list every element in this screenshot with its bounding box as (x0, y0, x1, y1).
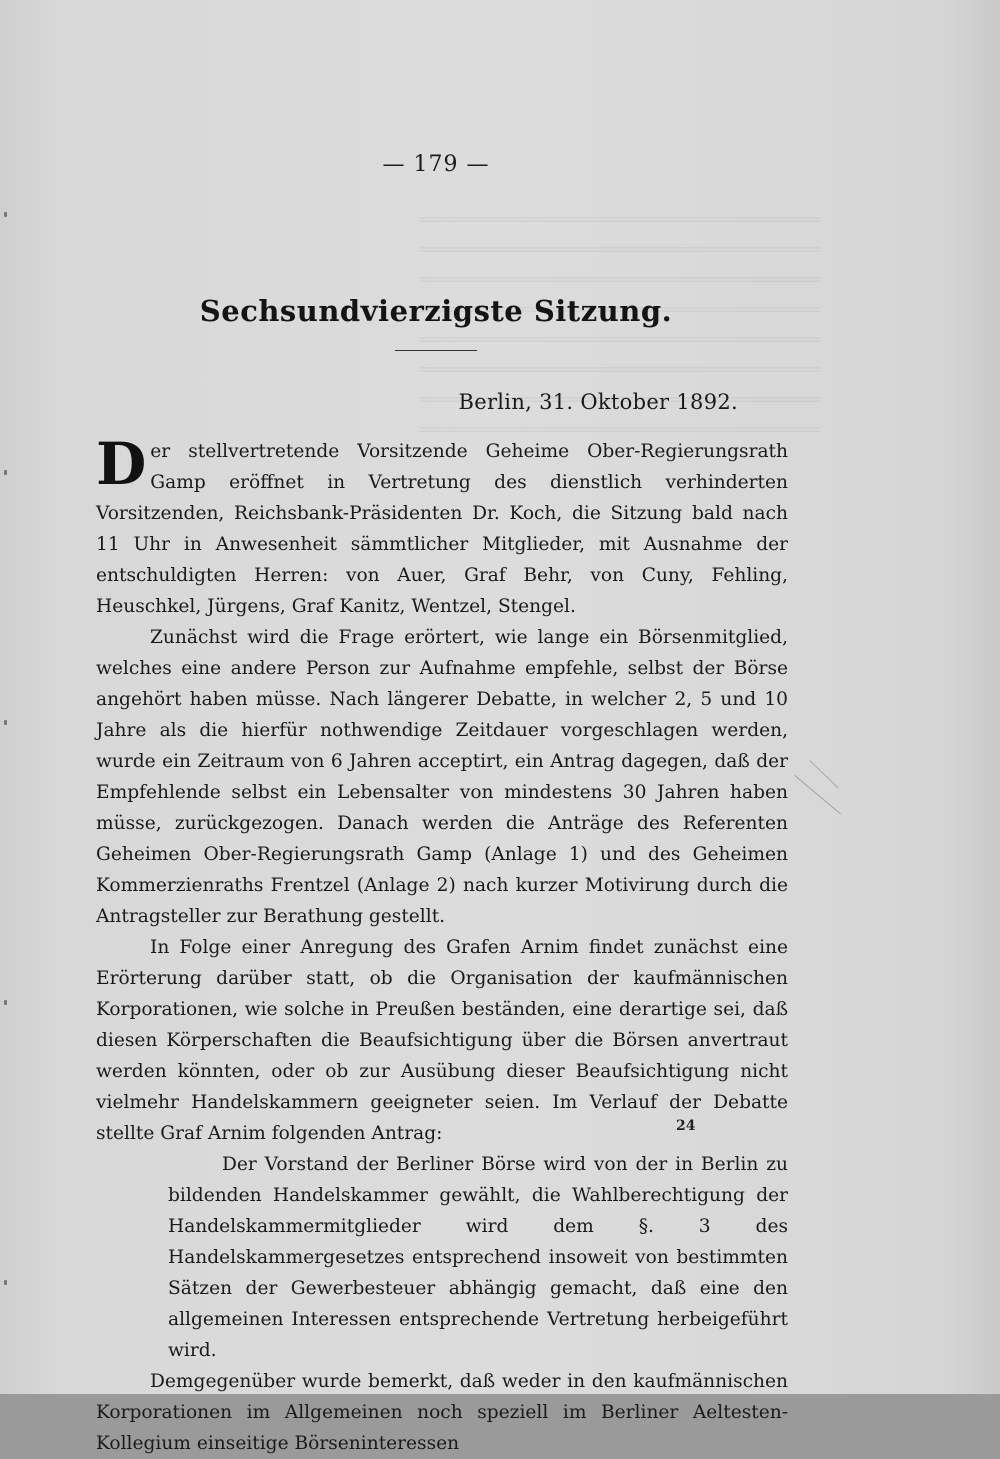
binding-mark (4, 1280, 7, 1285)
paragraph-opening (96, 430, 788, 622)
dateline: Berlin, 31. Oktober 1892. (458, 390, 738, 414)
heading-rule (395, 350, 477, 351)
paragraph-arnim: In Folge einer Anregung des Grafen Arnim findet zunächst eine Erörterung darüber statt, ob die Organisation der kaufmännischen Korporationen, wie solche in Preußen beständen, eine derartige sei, daß diesen Körperschaften die Beaufsichtigung über die Börsen anvertraut werden könnten, oder ob zur Ausübung dieser Beaufsichtigung nicht vielmehr Handelskammern geeigneter seien. Im Verlauf der Debatte stellte Graf Arnim folgenden Antrag: (96, 937, 788, 1144)
binding-mark (4, 470, 7, 475)
binding-mark (4, 720, 7, 725)
paragraph-debate: Zunächst wird die Frage erörtert, wie lange ein Börsenmitglied, welches eine andere Person zur Aufnahme empfehle, selbst der Börse angehört haben müsse. Nach längerer Debatte, in welcher 2, 5 und 10 Jahre als die hierfür nothwendige Zeitdauer vorgeschlagen werden, wurde ein Zeitraum von 6 Jahren acceptirt, ein Antrag dagegen, daß der Empfehlende selbst ein Lebensalter von mindestens 30 Jahren haben müsse, zurückgezogen. Danach werden die Anträge des Referenten Geheimen Ober-Regierungsrath Gamp (Anlage 1) und des Geheimen Kommerzienraths Frentzel (Anlage 2) nach kurzer Motivirung durch die Antragsteller zur Berathung gestellt. (96, 627, 788, 927)
drop-cap: D (96, 430, 147, 498)
binding-mark (4, 212, 7, 217)
page-number: — 179 — (382, 152, 490, 177)
pencil-stroke (809, 760, 838, 789)
pencil-stroke (794, 775, 841, 814)
session-heading: Sechsundvierzigste Sitzung. (199, 294, 673, 328)
paragraph-motion: Der Vorstand der Berliner Börse wird von der in Berlin zu bildenden Handelskammer gewählt, die Wahlberechtigung der Handelskammermitglieder wird dem §. 3 des Handelskammergesetzes entsprechend insoweit von bestimmten Sätzen der Gewerbesteuer abhängig gemacht, daß eine den allgemeinen Interessen entsprechende Vertretung herbeigeführt wird. (168, 1154, 788, 1361)
binding-mark (4, 1000, 7, 1005)
body-text (96, 430, 788, 1459)
paragraph-opening-text: er stellvertretende Vorsitzende Geheime Ober-Regierungsrath Gamp eröffnet in Vertretung des dienstlich verhinderten Vorsitzenden, Reichsbank-Präsidenten Dr. Koch, die Sitzung bald nach 11 Uhr in Anwesenheit sämmtlicher Mitglieder, mit Ausnahme der entschuldigten Herren: von Auer, Graf Behr, von Cuny, Fehling, Heuschkel, Jürgens, Graf Kanitz, Wentzel, Stengel. (96, 441, 788, 617)
paragraph-rebuttal: Demgegenüber wurde bemerkt, daß weder in den kaufmännischen Korporationen im Allgemeinen noch speziell im Berliner Aeltesten-Kollegium einseitige Börseninteressen (96, 1371, 788, 1454)
signature-mark: 24 (676, 1118, 696, 1134)
